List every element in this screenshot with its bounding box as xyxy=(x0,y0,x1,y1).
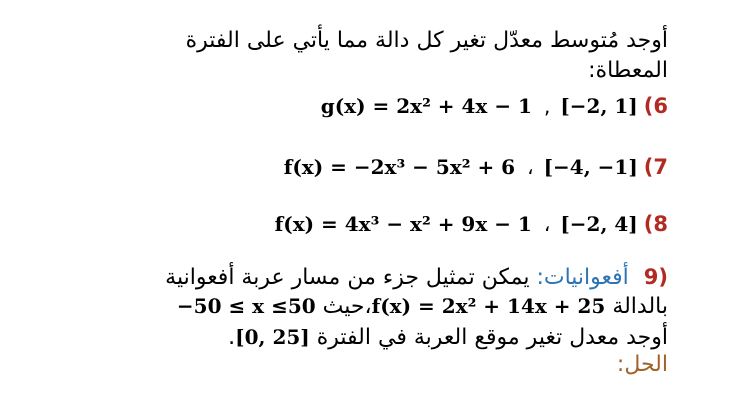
problem-9-interval: [0, 25] xyxy=(235,325,310,349)
problem-7-function: f(x) = −2x³ − 5x² + 6 xyxy=(283,155,516,179)
problem-6-function: g(x) = 2x² + 4x − 1 xyxy=(320,94,532,118)
problem-9-constraint: −50 ≤ x ≤50 xyxy=(176,294,316,318)
problem-9-label: أفعوانيات: xyxy=(536,265,629,290)
problem-8 xyxy=(275,209,668,239)
problem-7-separator: ، xyxy=(527,155,534,179)
problem-8-separator: ، xyxy=(543,212,551,236)
problem-8-number: (8 xyxy=(643,212,668,236)
problem-8-interval: [−2, 4] xyxy=(560,212,638,236)
problem-8-function: f(x) = 4x³ − x² + 9x − 1 xyxy=(274,212,532,236)
heading-line-2: المعطاة: xyxy=(588,58,668,83)
problem-6-number: (6 xyxy=(643,94,668,118)
problem-7 xyxy=(284,152,668,182)
problem-6 xyxy=(321,91,668,121)
problem-6-interval: [−2, 1] xyxy=(560,94,638,118)
problem-9-line-2 xyxy=(177,291,668,322)
problem-9-line-3 xyxy=(228,322,668,353)
problem-9-period: . xyxy=(228,325,236,350)
solution-label: الحل: xyxy=(616,352,668,377)
problem-9-function: f(x) = 2x² + 14x + 25 xyxy=(371,294,606,318)
problem-7-number: (7 xyxy=(643,155,668,179)
problem-9-text-2-mid: ،حيث xyxy=(322,294,372,319)
problem-6-separator: , xyxy=(543,94,551,118)
problem-9-number: (9 xyxy=(643,265,668,289)
problem-9-text-2-prefix: بالدالة xyxy=(612,294,668,319)
problem-9-text-1: يمكن تمثيل جزء من مسار عربة أفعوانية xyxy=(165,265,530,290)
heading-line-1: أوجد مُتوسط معدّل تغير كل دالة مما يأتي على الفترة xyxy=(185,28,668,53)
problem-7-interval: [−4, −1] xyxy=(543,155,638,179)
problem-9-text-3: أوجد معدل تغير موقع العربة في الفترة xyxy=(316,325,668,350)
problem-9-line-1 xyxy=(165,263,668,292)
